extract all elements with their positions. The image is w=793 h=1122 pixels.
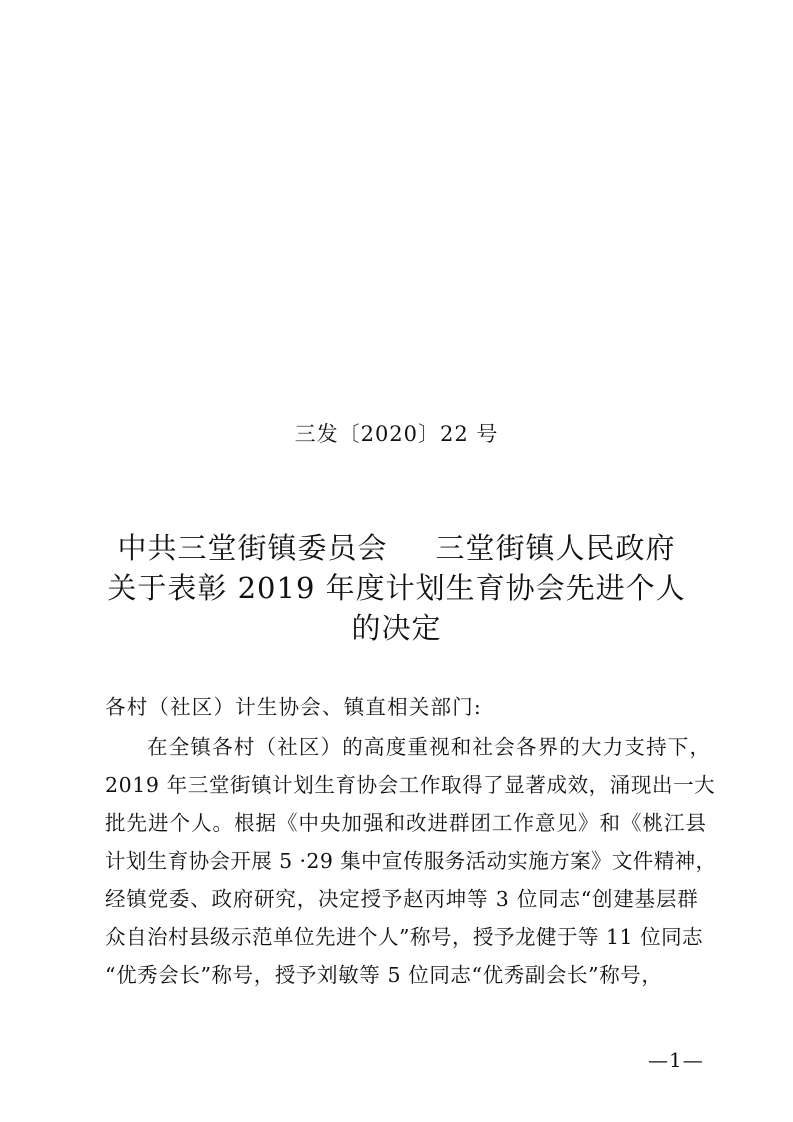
salutation: 各村（社区）计生协会、镇直相关部门: [105,695,483,719]
document-title [0,528,793,648]
title-line-decision: 的决定 [351,611,442,645]
issuer-town-government: 三堂街镇人民政府 [435,531,676,565]
body-paragraph [105,733,717,999]
page-number: —1— [648,1048,704,1072]
issuer-party-committee: 中共三堂街镇委员会 [117,531,388,565]
body-line: 批先进个人。根据《中央加强和改进群团工作意见》和《桃江县 [105,811,707,835]
body-line: 经镇党委、政府研究，决定授予赵丙坤等 3 位同志“创建基层群 [105,887,699,911]
title-line-issuers [0,528,793,568]
body-line: “优秀会长”称号，授予刘敏等 5 位同志“优秀副会长”称号， [105,963,663,987]
body-line: 计划生育协会开展 5 ·29 集中宣传服务活动实施方案》文件精神， [105,849,717,873]
body-line: 2019 年三堂街镇计划生育协会工作取得了显著成效，涌现出一大 [105,773,716,797]
title-line-subject: 关于表彰 2019 年度计划生育协会先进个人 [107,571,686,605]
body-line: 在全镇各村（社区）的高度重视和社会各界的大力支持下， [147,735,712,759]
body-line: 众自治村县级示范单位先进个人”称号，授予龙健于等 11 位同志 [105,925,704,949]
document-number: 三发〔2020〕22 号 [294,422,499,446]
